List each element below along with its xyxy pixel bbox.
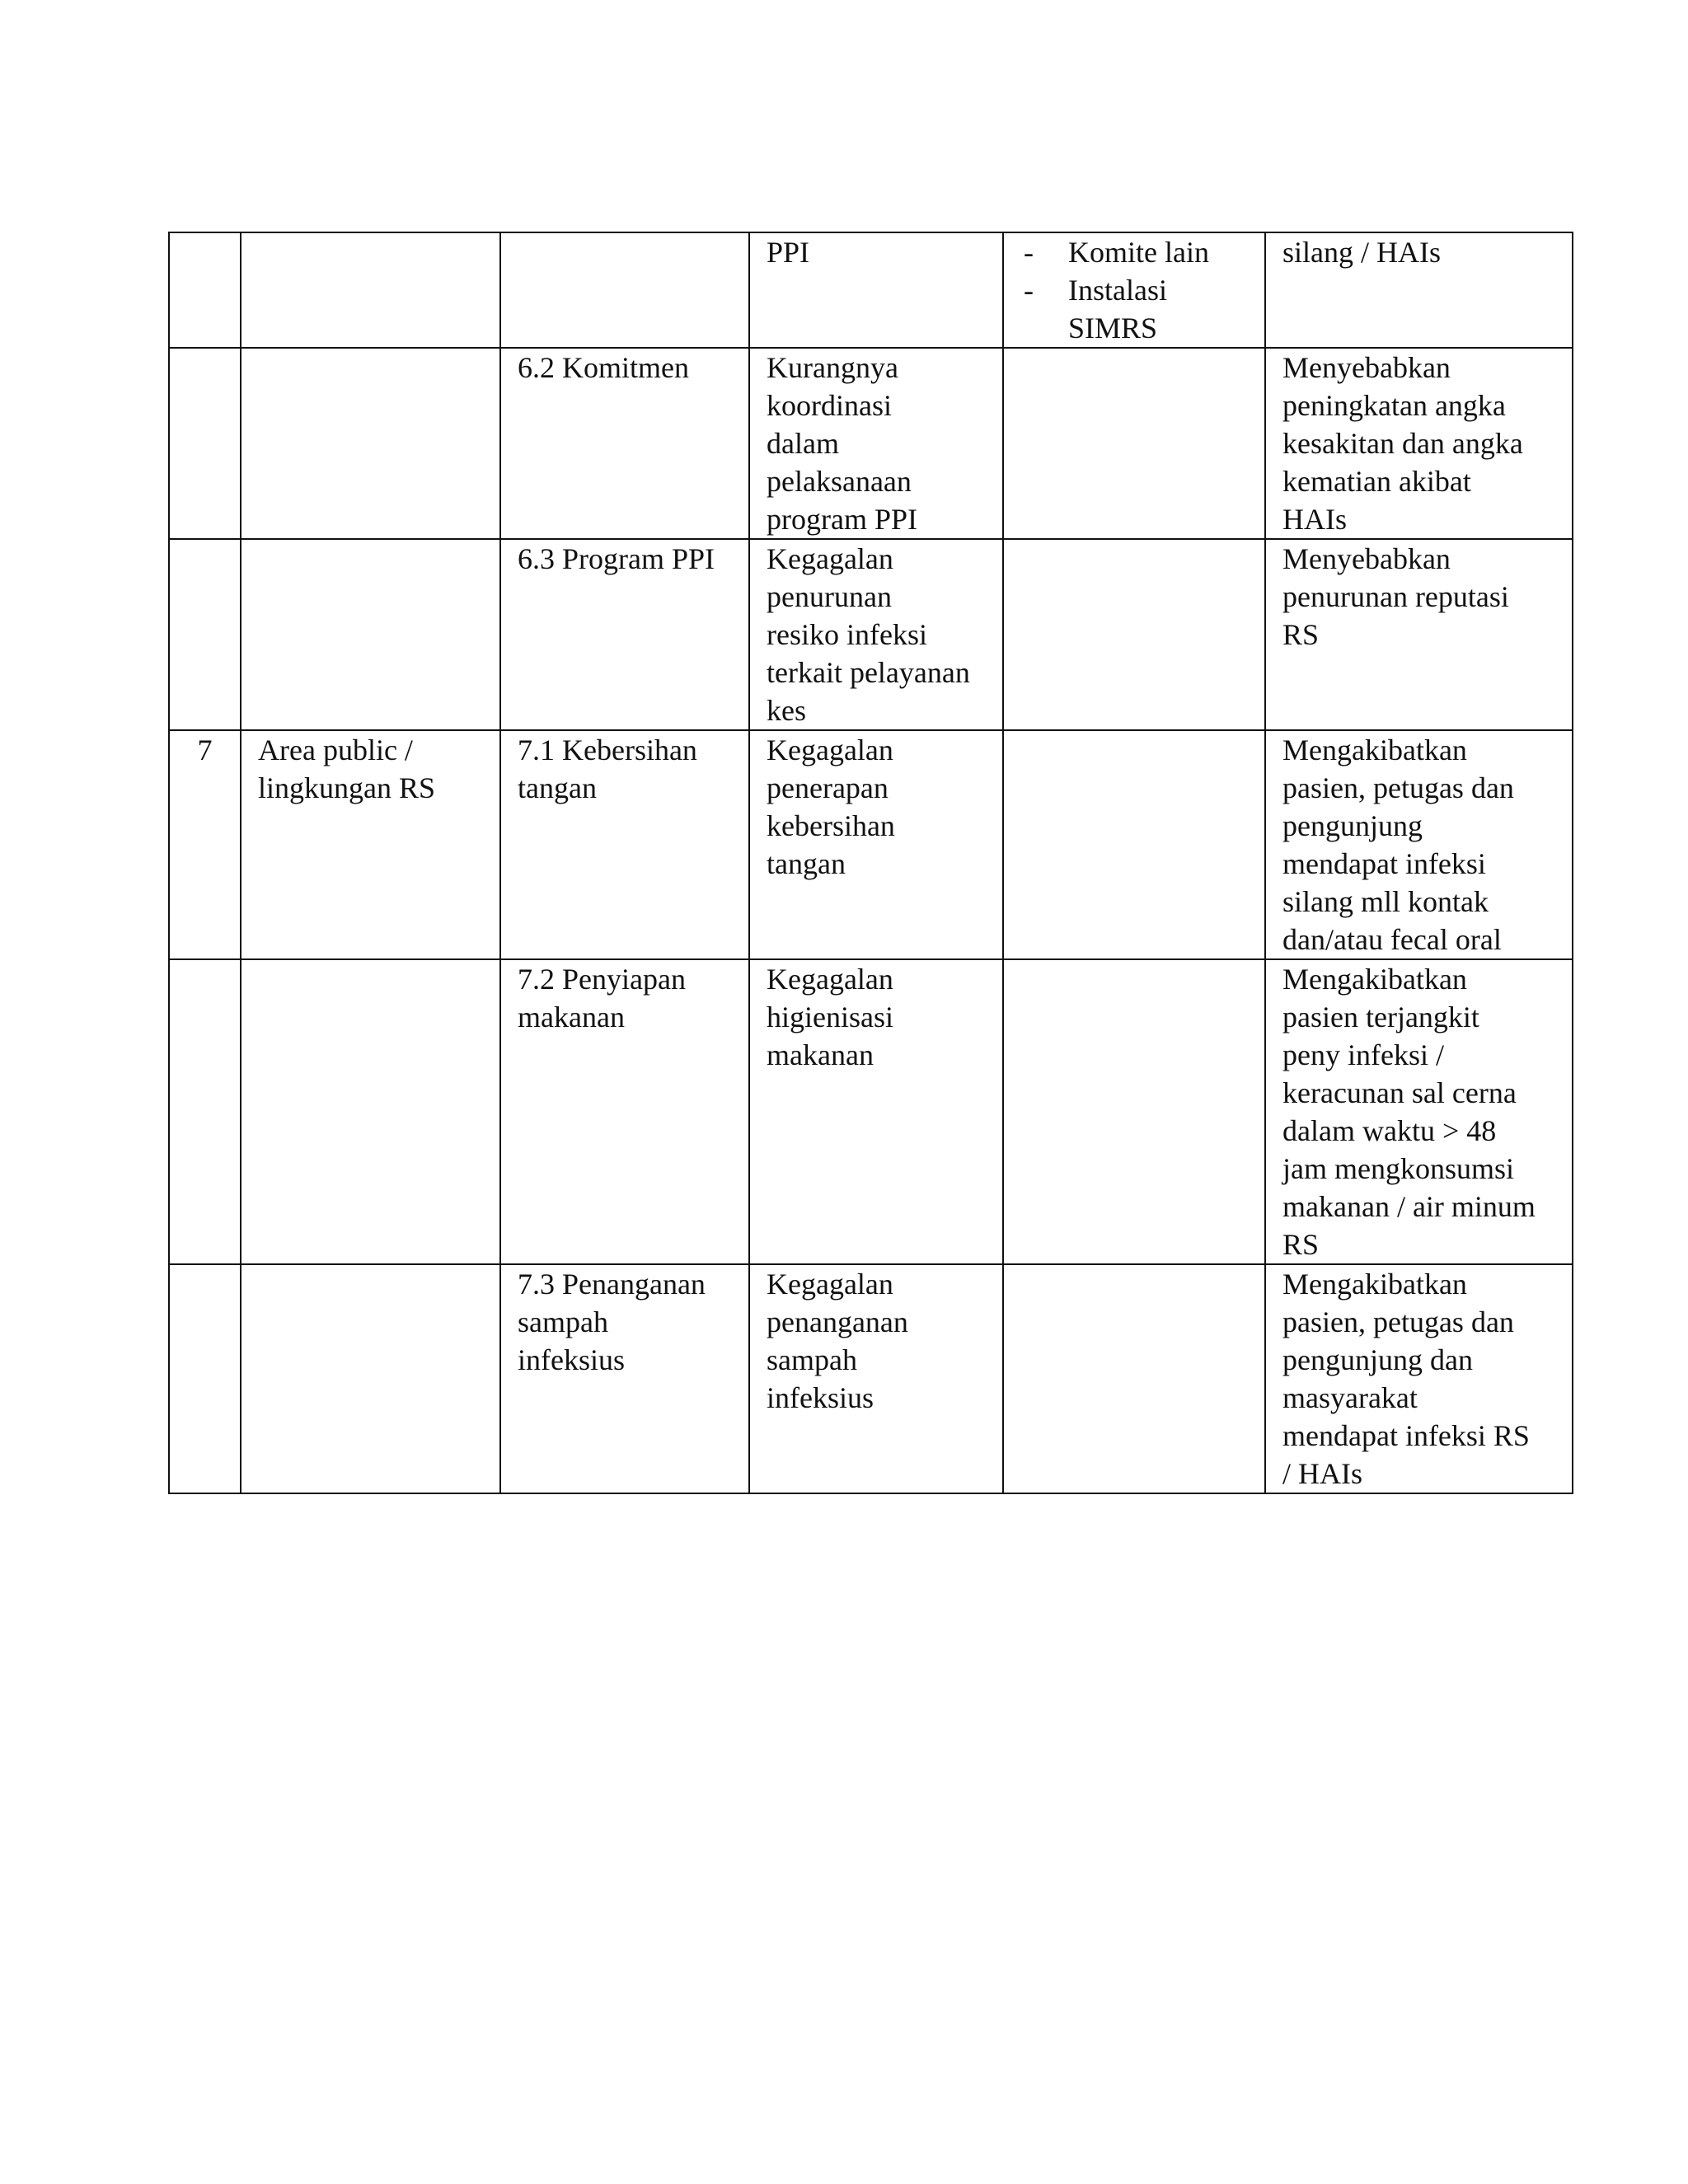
cell-impact: Mengakibatkan pasien, petugas dan pengunjung mendapat infeksi silang mll kontak dan/atau fecal oral — [1265, 730, 1573, 959]
cell-impact: silang / HAIs — [1265, 232, 1573, 348]
cell-aspect: 6.2 Komitmen — [500, 348, 749, 539]
cell-number — [169, 539, 241, 730]
cell-number: 7 — [169, 730, 241, 959]
cell-risk: PPI — [749, 232, 1003, 348]
cell-impact: Mengakibatkan pasien terjangkit peny infeksi / keracunan sal cerna dalam waktu > 48 jam mengkonsumsi makanan / air minum RS — [1265, 959, 1573, 1264]
cell-aspect: 7.1 Kebersihan tangan — [500, 730, 749, 959]
cell-aspect — [500, 232, 749, 348]
table-row — [169, 1264, 1573, 1493]
cell-aspect: 7.3 Penanganan sampah infeksius — [500, 1264, 749, 1493]
cell-units — [1003, 730, 1265, 959]
cell-risk: Kegagalan penurunan resiko infeksi terkait pelayanan kes — [749, 539, 1003, 730]
cell-area — [241, 1264, 500, 1493]
unit-list-item — [1020, 271, 1248, 347]
unit-list-item — [1020, 233, 1248, 271]
cell-impact: Menyebabkan peningkatan angka kesakitan dan angka kematian akibat HAIs — [1265, 348, 1573, 539]
cell-number — [169, 348, 241, 539]
cell-risk: Kegagalan penanganan sampah infeksius — [749, 1264, 1003, 1493]
cell-units — [1003, 348, 1265, 539]
cell-units — [1003, 539, 1265, 730]
table-row — [169, 959, 1573, 1264]
cell-area — [241, 232, 500, 348]
risk-table — [168, 232, 1573, 1494]
cell-area — [241, 959, 500, 1264]
unit-text: Komite lain — [1068, 236, 1209, 269]
table-row — [169, 539, 1573, 730]
cell-aspect: 7.2 Penyiapan makanan — [500, 959, 749, 1264]
cell-number — [169, 959, 241, 1264]
cell-risk: Kegagalan higienisasi makanan — [749, 959, 1003, 1264]
cell-area: Area public / lingkungan RS — [241, 730, 500, 959]
table-row — [169, 730, 1573, 959]
list-marker: - — [1024, 274, 1034, 307]
unit-text: Instalasi SIMRS — [1068, 274, 1167, 344]
cell-number — [169, 1264, 241, 1493]
list-marker: - — [1024, 236, 1034, 269]
cell-area — [241, 539, 500, 730]
cell-area — [241, 348, 500, 539]
cell-units — [1003, 232, 1265, 348]
cell-aspect: 6.3 Program PPI — [500, 539, 749, 730]
cell-units — [1003, 1264, 1265, 1493]
table-row — [169, 348, 1573, 539]
table-row — [169, 232, 1573, 348]
table-body — [169, 232, 1573, 1493]
cell-impact: Menyebabkan penurunan reputasi RS — [1265, 539, 1573, 730]
cell-number — [169, 232, 241, 348]
cell-risk: Kurangnya koordinasi dalam pelaksanaan program PPI — [749, 348, 1003, 539]
cell-units — [1003, 959, 1265, 1264]
cell-impact: Mengakibatkan pasien, petugas dan pengunjung dan masyarakat mendapat infeksi RS / HAIs — [1265, 1264, 1573, 1493]
cell-risk: Kegagalan penerapan kebersihan tangan — [749, 730, 1003, 959]
